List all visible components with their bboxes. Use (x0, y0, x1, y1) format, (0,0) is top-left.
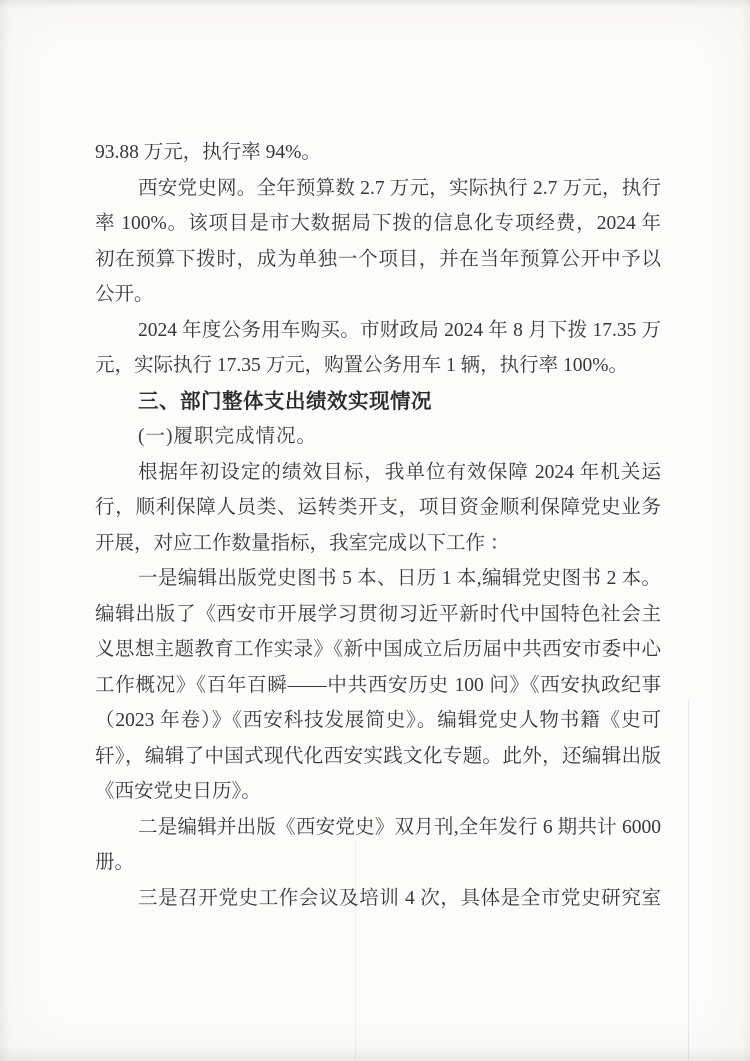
text-line: 义思想主题教育工作实录》《新中国成立后历届中共西安市委中心 (95, 639, 661, 660)
text-line: 初在预算下拨时，成为单独一个项目，并在当年预算公开中予以 (95, 248, 661, 270)
document-body (95, 135, 661, 916)
text-line: 工作概况》《百年百瞬——中共西安历史 100 问》《西安执政纪事 (95, 674, 661, 696)
text-line: 率 100%。该项目是市大数据局下拨的信息化专项经费，2024 年 (95, 213, 661, 234)
text-line: 《西安党史日历》。 (95, 781, 261, 802)
text-line: 元，实际执行 17.35 万元，购置公务用车 1 辆，执行率 100%。 (95, 355, 628, 376)
text-line: 一是编辑出版党史图书 5 本、日历 1 本,编辑党史图书 2 本。 (138, 568, 661, 589)
text-line: 二是编辑并出版《西安党史》双月刊,全年发行 6 期共计 6000 (138, 816, 661, 838)
text-line: 公开。 (95, 284, 154, 305)
scan-edge-top (0, 0, 750, 8)
text-line: 开展，对应工作数量指标，我室完成以下工作 ： (95, 532, 510, 554)
text-line: 根据年初设定的绩效目标，我单位有效保障 2024 年机关运 (138, 461, 661, 483)
subsection-heading: (一)履职完成情况。 (138, 426, 317, 447)
text-line: 行，顺利保障人员类、运转类开支，项目资金顺利保障党史业务 (95, 497, 661, 518)
text-line: 册。 (95, 852, 135, 873)
text-line: 西安党史网。全年预算数 2.7 万元，实际执行 2.7 万元，执行 (138, 177, 661, 199)
text-line: （2023 年卷）》《西安科技发展简史》。编辑党史人物书籍《史可 (95, 710, 661, 731)
scan-edge-right (742, 0, 750, 1061)
text-line: 三是召开党史工作会议及培训 4 次，具体是全市党史研究室 (138, 887, 661, 909)
scan-edge-bottom (0, 1047, 750, 1061)
scan-edge-left (0, 0, 10, 1061)
scan-crease-artifact (688, 700, 689, 1061)
text-line: 编辑出版了《西安市开展学习贯彻习近平新时代中国特色社会主 (95, 603, 661, 625)
text-line: 轩》，编辑了中国式现代化西安实践文化专题。此外，还编辑出版 (95, 745, 661, 767)
text-line: 93.88 万元，执行率 94%。 (95, 142, 321, 163)
section-heading: 三、部门整体支出绩效实现情况 (138, 389, 432, 413)
text-line: 2024 年度公务用车购买。市财政局 2024 年 8 月下拨 17.35 万 (138, 319, 661, 341)
